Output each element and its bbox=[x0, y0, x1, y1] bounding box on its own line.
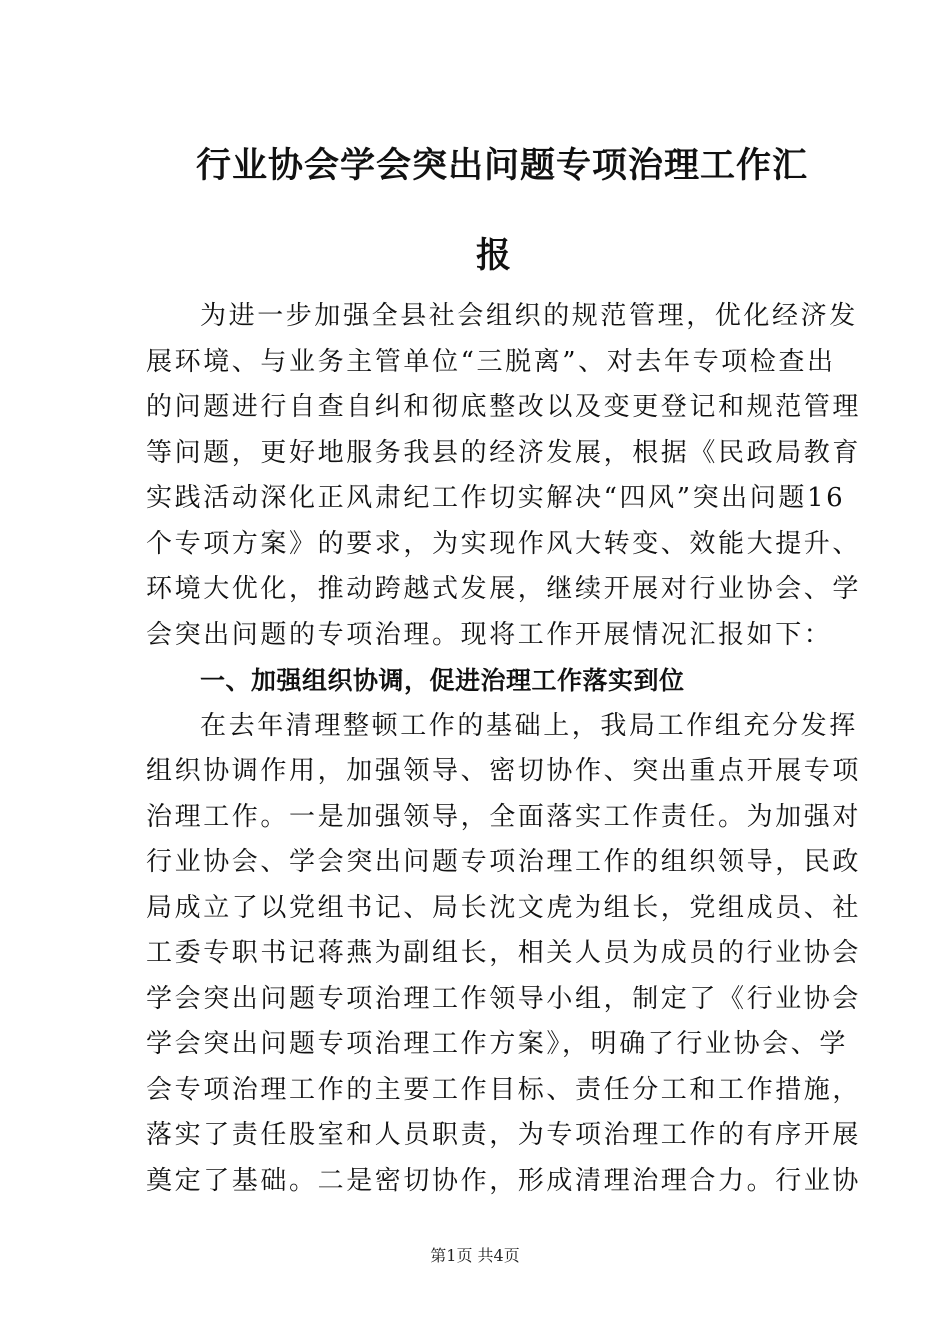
body-line: 会专项治理工作的主要工作目标、责任分工和工作措施， bbox=[146, 1074, 862, 1105]
document-body bbox=[146, 294, 862, 1204]
body-line: 局成立了以党组书记、局长沈文虎为组长，党组成员、社 bbox=[146, 892, 862, 923]
body-line: 学会突出问题专项治理工作方案》，明确了行业协会、学 bbox=[146, 1029, 849, 1059]
body-line: 组织协调作用，加强领导、密切协作、突出重点开展专项 bbox=[146, 756, 862, 786]
body-line: 的问题进行自查自纠和彻底整改以及变更登记和规范管理 bbox=[146, 392, 862, 422]
body-line: 个专项方案》的要求，为实现作风大转变、效能大提升、 bbox=[146, 528, 862, 559]
body-line: 在去年清理整顿工作的基础上，我局工作组充分发挥 bbox=[200, 710, 858, 741]
body-line: 学会突出问题专项治理工作领导小组，制定了《行业协会 bbox=[146, 983, 862, 1014]
document-title-line-2: 报 bbox=[476, 236, 513, 276]
body-line: 落实了责任股室和人员职责，为专项治理工作的有序开展 bbox=[146, 1120, 862, 1150]
body-line: 行业协会、学会突出问题专项治理工作的组织领导，民政 bbox=[146, 847, 862, 877]
body-line: 环境大优化，推动跨越式发展，继续开展对行业协会、学 bbox=[146, 574, 862, 604]
body-line: 等问题，更好地服务我县的经济发展，根据《民政局教育 bbox=[146, 437, 862, 468]
page-footer: 第1页 共4页 bbox=[430, 1246, 520, 1265]
body-line: 工委专职书记蒋燕为副组长，相关人员为成员的行业协会 bbox=[146, 938, 862, 968]
body-line: 实践活动深化正风肃纪工作切实解决“四风”突出问题16 bbox=[146, 483, 846, 513]
body-line: 为进一步加强全县社会组织的规范管理，优化经济发 bbox=[200, 301, 858, 331]
body-line: 会突出问题的专项治理。现将工作开展情况汇报如下： bbox=[146, 619, 833, 650]
body-line: 展环境、与业务主管单位“三脱离”、对去年专项检查出 bbox=[146, 346, 836, 377]
body-line: 奠定了基础。二是密切协作，形成清理治理合力。行业协 bbox=[146, 1165, 862, 1196]
body-line: 治理工作。一是加强领导，全面落实工作责任。为加强对 bbox=[146, 801, 862, 832]
section-heading: 一、加强组织协调，促进治理工作落实到位 bbox=[200, 666, 685, 695]
document-title-line-1: 行业协会学会突出问题专项治理工作汇 bbox=[196, 146, 809, 186]
